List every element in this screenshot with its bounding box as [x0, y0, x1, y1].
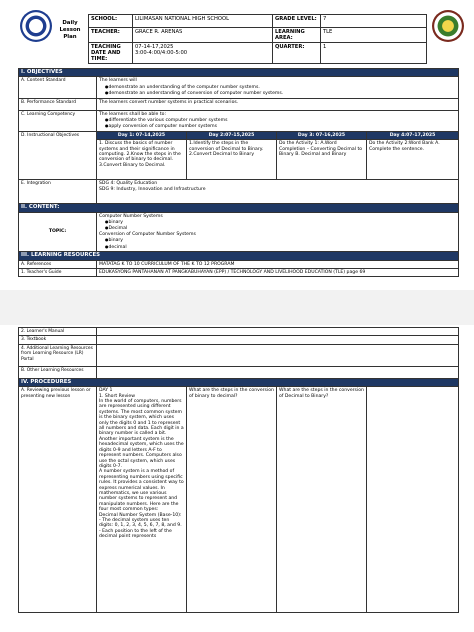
lesson-plan-page-1 — [0, 0, 474, 290]
area-value: TLE — [321, 28, 427, 43]
instructional-objectives-label: D. Instructional Objectives — [19, 131, 97, 179]
learning-competency — [97, 110, 459, 131]
objectives-table — [18, 68, 459, 277]
day-3-procedure: What are the steps in the conversion of Decimal to Binary? — [277, 387, 367, 613]
review-label: A. Reviewing previous lesson or presenting new lesson — [19, 387, 97, 613]
day-4-header: Day 4:07-17,2025 — [367, 131, 459, 139]
day-2-header: Day 2:07-15,2025 — [187, 131, 277, 139]
references: MATATAG K TO 10 CURRICULUM OF THE K TO 12 PROGRAM — [97, 260, 459, 268]
content-standard-label: A. Content Standard — [19, 77, 97, 98]
learners-manual-label: 2. Learner's Manual — [19, 328, 97, 336]
day-2-objectives: 1.Identify the steps in the conversion of Decimal to Binary. 2.Convert Decimal to Binary — [187, 140, 277, 180]
content-standard-intro: The learners will — [99, 78, 137, 84]
day-3-objectives: Do the Activity 1: A.Word Completion – Converting Decimal to Binary B. Decimal and Binary — [277, 140, 367, 180]
time-text: 3:00-4:00/4:00-5:00 — [135, 50, 188, 56]
competency-item: ● apply conversion of computer number systems — [105, 123, 456, 129]
performance-standard-label: B. Performance Standard — [19, 98, 97, 110]
competency-item: ● differentiate the various computer number systems — [105, 117, 456, 123]
day-4-objectives: Do the Activity 2:Word Bank A. Complete the sentence. — [367, 140, 459, 180]
page-gap — [0, 290, 474, 325]
school-seal-logo — [432, 10, 464, 42]
topic-line: Computer Number Systems — [99, 213, 163, 219]
content-heading: II. CONTENT: — [19, 204, 459, 212]
procedures-heading: IV. PROCEDURES — [19, 378, 459, 386]
quarter-label: QUARTER: — [273, 43, 321, 64]
topic — [97, 212, 459, 251]
lesson-plan-page-2 — [0, 325, 474, 625]
topic-line: Conversion of Computer Number Systems — [99, 231, 196, 237]
topic-item: ● decimal — [105, 244, 456, 250]
integration-item: SDG 4: Quality Education — [99, 181, 158, 187]
references-label: A. References — [19, 260, 97, 268]
day-1-header: Day 1: 07-14,2025 — [97, 131, 187, 139]
teachers-guide: EDUKASYONG PANTAHANAN AT PANGKABUHAYAN (EPP) / TECHNOLOGY AND LIVELIHOOD EDUCATION (TLE) page 69 — [97, 268, 459, 276]
performance-standard: The learners convert number systems in practical scenarios. — [97, 98, 459, 110]
school-label: SCHOOL: — [89, 15, 133, 28]
competency-intro: The learners shall be able to: — [99, 111, 166, 117]
other-resources-label: B. Other Learning Resources — [19, 366, 97, 378]
teachers-guide-label: 1. Teacher's Guide — [19, 268, 97, 276]
day-2-procedure: What are the steps in the conversion of binary to decimal? — [187, 387, 277, 613]
integration-label: E. Integration — [19, 180, 97, 204]
grade-value: 7 — [321, 15, 427, 28]
topic-item: ● Decimal — [105, 225, 456, 231]
integration-item: SDG 9: Industry, Innovation and Infrastructure — [99, 186, 206, 192]
objectives-heading: I. OBJECTIVES — [19, 69, 459, 77]
topic-label: TOPIC: — [19, 212, 97, 251]
content-standard — [97, 77, 459, 98]
day-4-procedure — [367, 387, 459, 613]
area-label: LEARNING AREA: — [273, 28, 321, 43]
integration — [97, 180, 459, 204]
learners-manual — [97, 328, 459, 336]
competency-label: C. Learning Competency — [19, 110, 97, 131]
date-value — [133, 43, 273, 64]
document-title: Daily Lesson Plan — [59, 20, 81, 40]
deped-seal-logo — [20, 10, 52, 42]
date-text: 07-14-17,2025 — [135, 44, 174, 50]
teacher-label: TEACHER: — [89, 28, 133, 43]
school-value: LILIMASAN NATIONAL HIGH SCHOOL — [133, 15, 273, 28]
textbook — [97, 336, 459, 344]
additional-resources — [97, 344, 459, 366]
content-standard-item: ● demonstrate an understanding of conversion of computer number systems. — [105, 90, 456, 96]
header-table — [88, 14, 427, 64]
topic-item: ● binary — [105, 237, 456, 243]
teacher-value: GRACE R. ARENAS — [133, 28, 273, 43]
additional-resources-label: 4. Additional Learning Resources from Learning Resource (LR) Portal — [19, 344, 97, 366]
textbook-label: 3. Textbook — [19, 336, 97, 344]
day-1-procedure: DAY 1 1. Short Review In the world of computers, numbers are represented using different systems. The most common system is the binary system, which uses only the digits 0 and 1 to represent all numbers and data. Each digit in a binary number is called a bit. Another important system is the hexadecimal system, which uses the digits 0-9 and letters A-F to represent numbers. Computers also use the octal system, which uses digits 0-7. A number system is a method of representing numbers using specific rules. It provides a consistent way to express numerical values. In mathematics, we use various number systems to represent and manipulate numbers. Here are the four most common types: Decimal Number System (Base-10): - The decimal system uses ten digits: 0, 1, 2, 3, 4, 5, 6, 7, 8, and 9. - Each position to the left of the decimal point represents — [97, 387, 187, 613]
grade-label: GRADE LEVEL: — [273, 15, 321, 28]
resources-heading: III. LEARNING RESOURCES — [19, 252, 459, 260]
content-standard-item: ● demonstrate an understanding of the computer number systems. — [105, 84, 456, 90]
day-3-header: Day 3: 07-16,2025 — [277, 131, 367, 139]
topic-item: ● binary — [105, 219, 456, 225]
day-1-objectives: 1. Discuss the basics of number systems and their significance in computing. 2.Know the steps in the conversion of binary to decimal. 3.Convert Binary to Decimal. — [97, 140, 187, 180]
quarter-value: 1 — [321, 43, 427, 64]
resources-procedures-table — [18, 327, 459, 613]
other-resources — [97, 366, 459, 378]
date-label: TEACHING DATE AND TIME: — [89, 43, 133, 64]
